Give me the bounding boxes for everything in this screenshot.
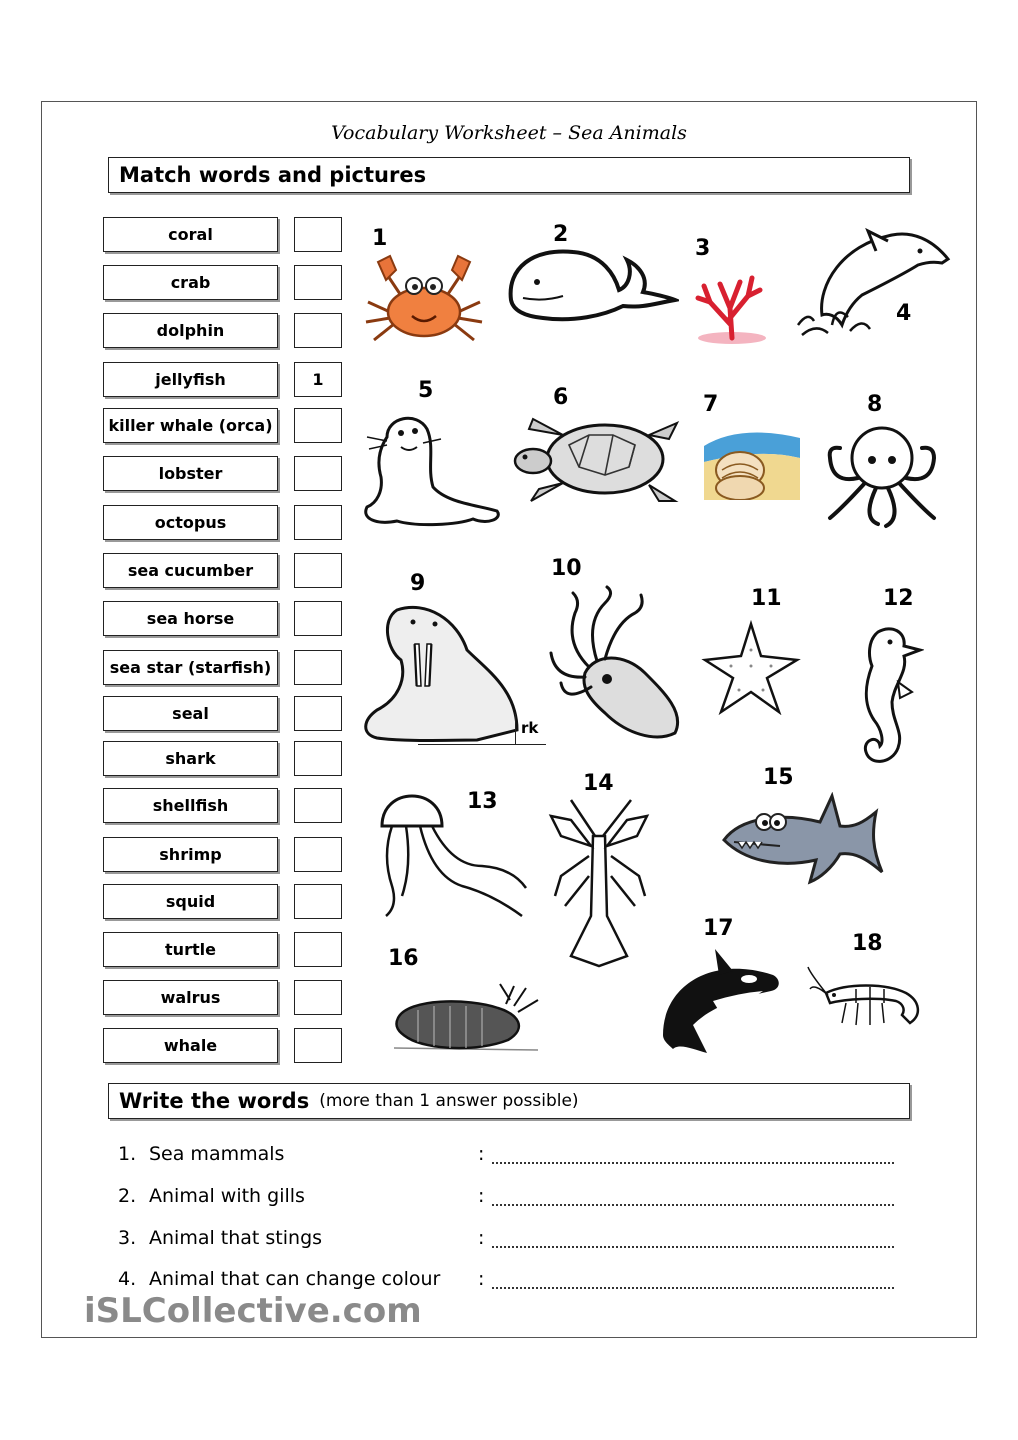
question-number: 3. [118,1227,137,1249]
question-text: Animal with gills [149,1185,305,1207]
seal-icon [357,407,503,532]
answer-box-seal[interactable] [294,696,342,731]
lobster-icon [541,796,659,974]
walrus-caption: rk [521,719,539,737]
answer-box-sea-horse[interactable] [294,601,342,636]
picture-number-15: 15 [763,765,794,790]
squid-icon [545,583,691,750]
question-colon: : [478,1227,485,1249]
question-text: Animal that stings [149,1227,323,1249]
footer-watermark: iSLCollective.com [84,1291,422,1331]
orca-icon [653,945,783,1058]
word-box-squid: squid [103,884,278,919]
word-box-coral: coral [103,217,278,252]
section-write-heading [108,1083,910,1119]
word-box-octopus: octopus [103,505,278,540]
picture-number-16: 16 [388,946,419,971]
picture-number-5: 5 [418,378,434,403]
word-box-turtle: turtle [103,932,278,967]
word-box-lobster: lobster [103,456,278,491]
answer-box-squid[interactable] [294,884,342,919]
answer-line-3[interactable] [492,1244,894,1248]
picture-number-10: 10 [551,556,582,581]
word-box-shrimp: shrimp [103,837,278,872]
answer-box-octopus[interactable] [294,505,342,540]
answer-box-walrus[interactable] [294,980,342,1015]
seahorse-icon [848,622,924,770]
word-box-walrus: walrus [103,980,278,1015]
picture-number-8: 8 [867,392,883,417]
picture-number-14: 14 [583,771,614,796]
question-number: 2. [118,1185,137,1207]
section-match-title: Match words and pictures [119,163,427,187]
picture-number-3: 3 [695,236,711,261]
picture-number-2: 2 [553,222,569,247]
section-write-note: (more than 1 answer possible) [319,1091,579,1111]
question-number: 4. [118,1268,137,1290]
question-number: 1. [118,1143,137,1165]
answer-box-lobster[interactable] [294,456,342,491]
answer-box-turtle[interactable] [294,932,342,967]
question-text: Animal that can change colour [149,1268,441,1290]
answer-line-4[interactable] [492,1285,894,1289]
octopus-icon [822,418,940,530]
picture-number-1: 1 [372,226,388,251]
word-box-dolphin: dolphin [103,313,278,348]
worksheet-title: Vocabulary Worksheet – Sea Animals [331,122,687,144]
picture-number-4: 4 [896,301,912,326]
answer-box-jellyfish[interactable]: 1 [294,362,342,397]
whale-icon [503,238,679,328]
answer-box-whale[interactable] [294,1028,342,1063]
picture-number-17: 17 [703,916,734,941]
picture-number-6: 6 [553,385,569,410]
answer-box-sea-star[interactable] [294,650,342,685]
answer-box-sea-cucumber[interactable] [294,553,342,588]
answer-box-shark[interactable] [294,741,342,776]
starfish-icon [701,620,801,715]
word-box-shellfish: shellfish [103,788,278,823]
question-colon: : [478,1268,485,1290]
question-colon: : [478,1143,485,1165]
shark-icon [720,792,886,889]
word-box-whale: whale [103,1028,278,1063]
answer-line-2[interactable] [492,1202,894,1206]
picture-number-12: 12 [883,586,914,611]
shellfish-icon [700,418,804,500]
word-box-sea-horse: sea horse [103,601,278,636]
word-box-sea-star: sea star (starfish) [103,650,278,685]
answer-box-crab[interactable] [294,265,342,300]
question-text: Sea mammals [149,1143,285,1165]
word-box-killer-whale: killer whale (orca) [103,408,278,443]
word-box-jellyfish: jellyfish [103,362,278,397]
turtle-icon [509,405,687,515]
section-write-title: Write the words [119,1089,310,1113]
picture-number-11: 11 [751,586,782,611]
coral-icon [690,268,774,348]
dolphin-icon [792,225,952,340]
walrus-caption-divider [515,714,516,744]
walrus-caption-underline [418,744,546,745]
jellyfish-icon [372,776,534,924]
section-match-heading [108,157,910,193]
picture-number-9: 9 [410,571,426,596]
word-box-sea-cucumber: sea cucumber [103,553,278,588]
answer-box-coral[interactable] [294,217,342,252]
answer-line-1[interactable] [492,1160,894,1164]
answer-box-shellfish[interactable] [294,788,342,823]
sea-cucumber-icon [388,978,548,1058]
walrus-icon [357,600,522,745]
answer-box-dolphin[interactable] [294,313,342,348]
word-box-crab: crab [103,265,278,300]
picture-number-7: 7 [703,392,719,417]
question-colon: : [478,1185,485,1207]
shrimp-icon [806,963,930,1043]
picture-number-18: 18 [852,931,883,956]
crab-icon [360,250,488,350]
word-box-shark: shark [103,741,278,776]
picture-number-13: 13 [467,789,498,814]
word-box-seal: seal [103,696,278,731]
answer-box-killer-whale[interactable] [294,408,342,443]
answer-box-shrimp[interactable] [294,837,342,872]
